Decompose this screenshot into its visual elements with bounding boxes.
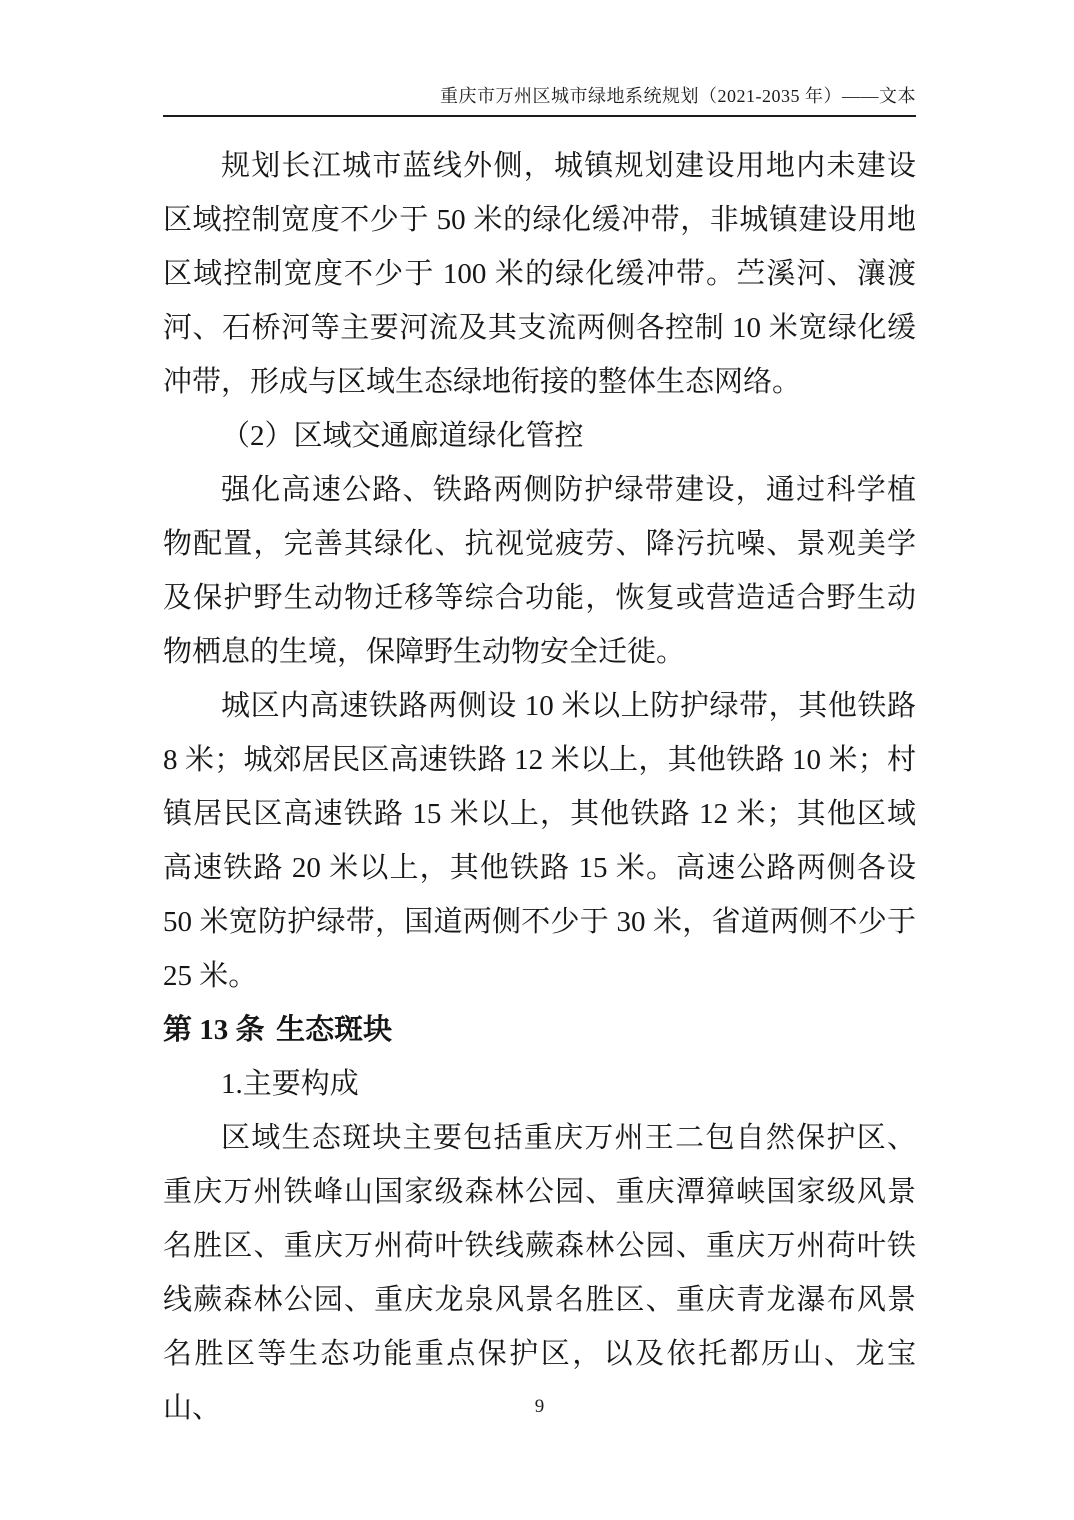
paragraph-greenbelt-widths: 城区内高速铁路两侧设 10 米以上防护绿带，其他铁路 8 米；城郊居民区高速铁路 12 米以上，其他铁路 10 米；村镇居民区高速铁路 15 米以上，其他铁路 12 米；其他区域高速铁路 20 米以上，其他铁路 15 米。高速公路两侧各设 50 米宽防护绿带，国道两侧不少于 30 米，省道两侧不少于 25 米。 — [163, 690, 916, 992]
paragraph-blue-line-buffer: 规划长江城市蓝线外侧，城镇规划建设用地内未建设区域控制宽度不少于 50 米的绿化缓冲带，非城镇建设用地区域控制宽度不少于 100 米的绿化缓冲带。苎溪河、瀼渡河、石桥河等主要河流及其支流两侧各控制 10 米宽绿化缓冲带，形成与区域生态绿地衔接的整体生态网络。 — [163, 150, 916, 398]
article-title: 生态斑块 — [276, 1014, 393, 1046]
paragraph-highway-railway-greenbelt: 强化高速公路、铁路两侧防护绿带建设，通过科学植物配置，完善其绿化、抗视觉疲劳、降污抗噪、景观美学及保护野生动物迁移等综合功能，恢复或营造适合野生动物栖息的生境，保障野生动物安全迁徙。 — [163, 474, 916, 668]
subheading-transport-corridor: （2）区域交通廊道绿化管控 — [221, 420, 584, 452]
article-number: 第 13 条 — [163, 1014, 265, 1046]
page-header — [163, 84, 916, 117]
subheading-main-composition: 1.主要构成 — [221, 1068, 359, 1100]
article-heading — [163, 1003, 916, 1057]
paragraph-ecological-patches: 区域生态斑块主要包括重庆万州王二包自然保护区、重庆万州铁峰山国家级森林公园、重庆潭獐峡国家级风景名胜区、重庆万州荷叶铁线蕨森林公园、重庆万州荷叶铁线蕨森林公园、重庆龙泉风景名胜区、重庆青龙瀑布风景名胜区等生态功能重点保护区，以及依托都历山、龙宝山、 — [163, 1122, 916, 1424]
document-body — [163, 139, 916, 1435]
header-rule — [163, 115, 916, 117]
page-number: 9 — [534, 1396, 545, 1417]
header-title: 重庆市万州区城市绿地系统规划（2021-2035 年）——文本 — [440, 86, 916, 106]
page-footer — [163, 1396, 916, 1418]
